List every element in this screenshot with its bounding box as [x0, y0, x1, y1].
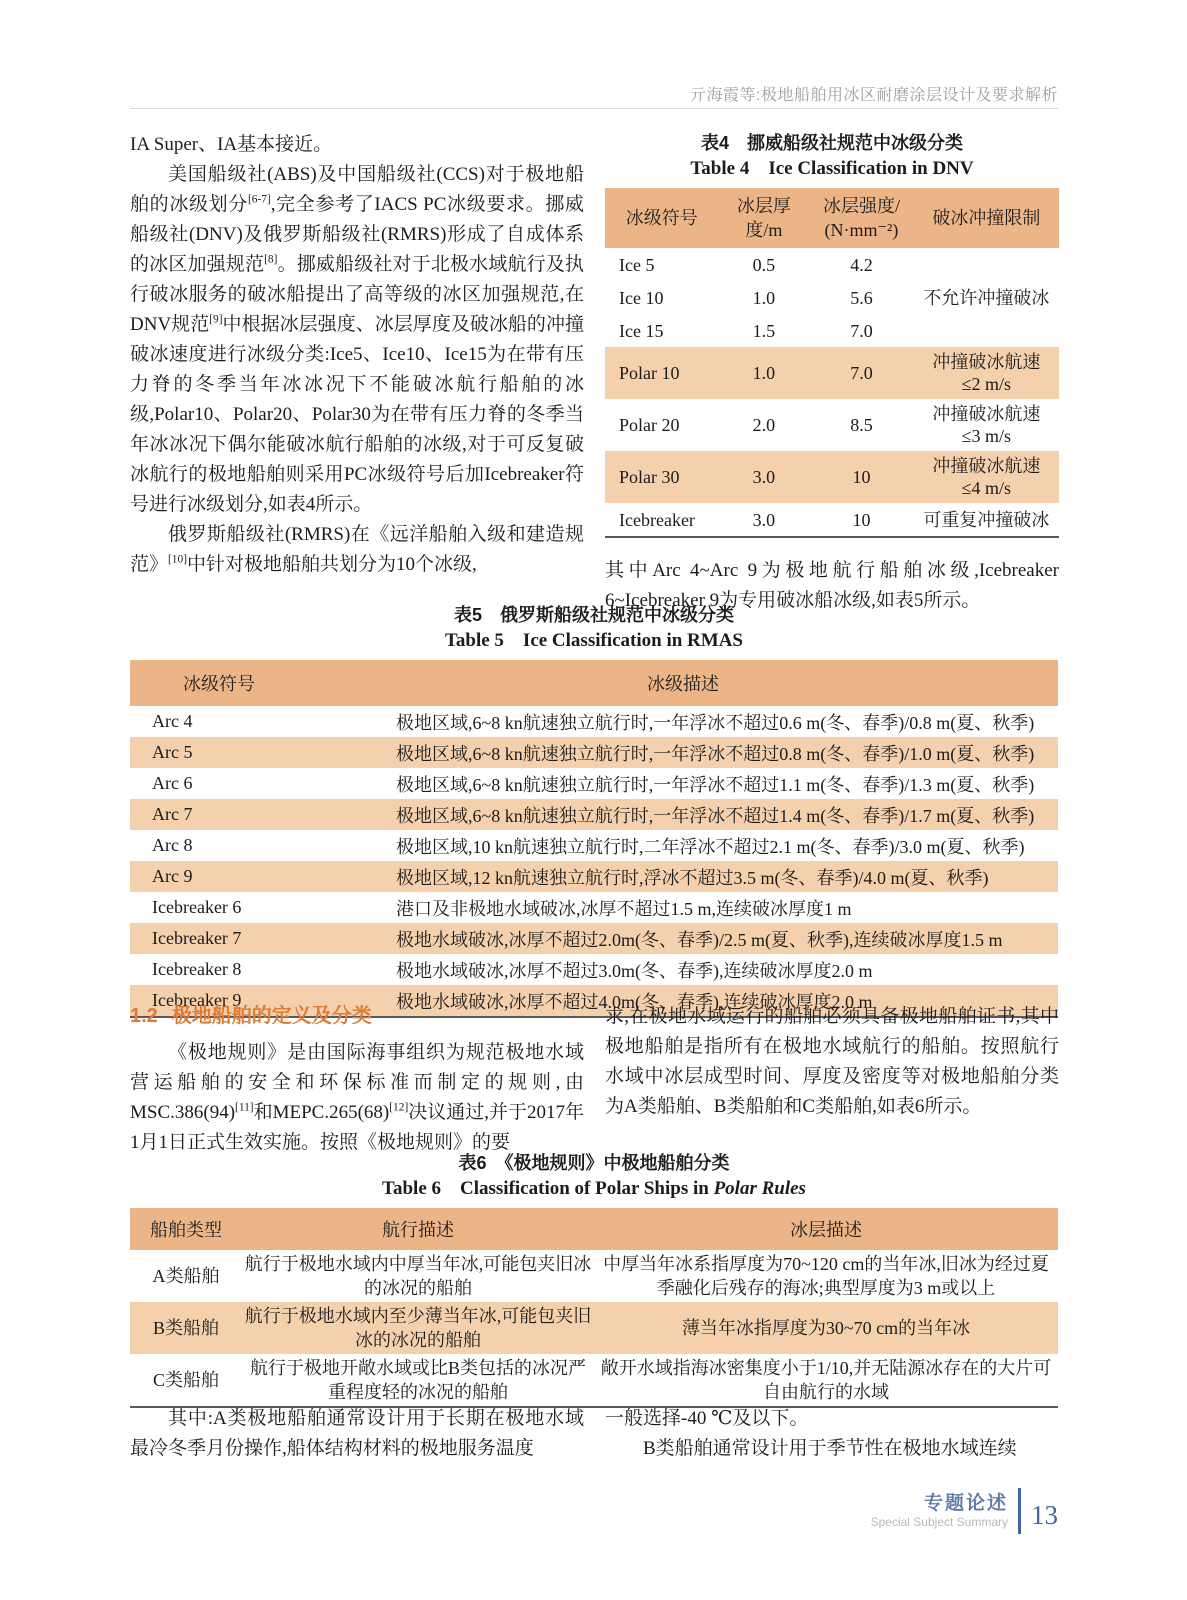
- table-row: [605, 347, 1059, 399]
- table-cell: 极地水域破冰,冰厚不超过3.0m(冬、春季),连续破冰厚度2.0 m: [396, 960, 873, 981]
- footer-section-en: Special Subject Summary: [870, 1514, 1008, 1529]
- table-row: [605, 248, 1059, 281]
- table-cell: 极地区域,6~8 kn航速独立航行时,一年浮冰不超过1.4 m(冬、春季)/1.7 m(夏、秋季): [308, 799, 1058, 830]
- cell-line: 冲撞破冰航速: [932, 404, 1041, 424]
- table-cell: Polar 30: [605, 451, 719, 503]
- page-footer: [130, 1488, 1058, 1534]
- cell-line: 可重复冲撞破冰: [923, 509, 1050, 530]
- reference-marker: [9]: [209, 313, 223, 326]
- table5-caption-zh: 表5 俄罗斯船级社规范中冰级分类: [453, 605, 734, 625]
- table-cell: Icebreaker 9: [130, 985, 308, 1017]
- section-heading: [130, 1002, 584, 1030]
- header-line: 冰层厚度/m: [736, 196, 791, 240]
- table-row: [605, 399, 1059, 451]
- table-cell: 10: [809, 451, 913, 503]
- table-row: [605, 188, 1059, 248]
- table-cell: 敞开水域指海冰密集度小于1/10,并无陆源冰存在的大片可自由航行的水域: [600, 1358, 1052, 1402]
- table-row: [130, 892, 1058, 923]
- left-column: [130, 1002, 584, 1158]
- body-paragraphs: [130, 130, 584, 580]
- paragraph: 《极地规则》是由国际海事组织为规范极地水域营运船舶的安全和环保标准而制定的规则,由MSC.386(94)[11]和MEPC.265(68)[12]决议通过,并于2017年1月1日正式生效实施。按照《极地规则》的要: [130, 1042, 585, 1153]
- table-row: [130, 799, 1058, 830]
- column-header: [719, 188, 810, 248]
- bottom-section: [130, 1404, 1058, 1464]
- table-cell: 4.2: [850, 254, 873, 275]
- table-cell: Icebreaker 6: [152, 897, 242, 917]
- table-cell: 2.0: [752, 415, 776, 435]
- cell-line: ≤3 m/s: [961, 426, 1012, 446]
- table-cell: 1.0: [752, 287, 776, 308]
- table-row: [130, 737, 1058, 768]
- column-header: 船舶类型: [130, 1208, 242, 1250]
- table6-caption: [130, 1150, 1058, 1202]
- reference-marker: [12]: [389, 1101, 409, 1114]
- table-cell: Polar 10: [605, 347, 719, 399]
- table-cell: 航行于极地水域内中厚当年冰,可能包夹旧冰的冰况的船舶: [244, 1254, 592, 1298]
- section-title: 极地船舶的定义及分类: [171, 1005, 372, 1027]
- right-column: [605, 1404, 1059, 1464]
- header-line: 破冰冲撞限制: [932, 208, 1041, 228]
- table5: [130, 660, 1058, 1018]
- table-cell: 3.0: [752, 509, 776, 530]
- column-header: 冰层描述: [594, 1208, 1058, 1250]
- table-cell: 航行于极地开敞水域或比B类包括的冰况严重程度轻的冰况的船舶: [249, 1358, 586, 1402]
- paragraph: B类船舶通常设计用于季节性在极地水域连续: [643, 1438, 1017, 1459]
- column-header: 航行描述: [242, 1208, 594, 1250]
- table5-caption-en: Table 5 Ice Classification in RMAS: [444, 630, 744, 651]
- table-row: [130, 923, 1058, 954]
- table-cell: Arc 5: [130, 737, 308, 768]
- table-row: [130, 954, 1058, 985]
- table-cell: B类船舶: [130, 1302, 242, 1354]
- table-row: [130, 1250, 1058, 1302]
- table-row: [605, 451, 1059, 503]
- table-cell: Ice 10: [619, 287, 664, 308]
- table-cell: 3.0: [719, 451, 810, 503]
- left-column: [130, 130, 584, 616]
- paragraph: 一般选择-40 ℃及以下。: [605, 1408, 809, 1429]
- reference-marker: [11]: [235, 1101, 254, 1114]
- table6-caption-zh: 表6 《极地规则》中极地船舶分类: [458, 1153, 730, 1173]
- column-header: 冰级符号: [130, 660, 308, 706]
- reference-marker: [10]: [168, 553, 187, 566]
- table-cell: 港口及非极地水域破冰,冰厚不超过1.5 m,连续破冰厚度1 m: [396, 898, 852, 919]
- table-row: [130, 768, 1058, 799]
- table-cell: [914, 451, 1059, 503]
- table6: [130, 1208, 1058, 1408]
- cell-line: 冲撞破冰航速: [932, 352, 1041, 372]
- paragraph-after-table4: 其中Arc 4~Arc 9为极地航行船舶冰级,Icebreaker 6~Icebreaker 9为专用破冰船冰级,如表5所示。: [605, 560, 1059, 611]
- table-row: [130, 861, 1058, 892]
- table-cell: Arc 8: [152, 835, 193, 855]
- table-row: [605, 503, 1059, 537]
- cell-line: ≤4 m/s: [961, 478, 1012, 498]
- header-line: (N·mm⁻²): [824, 220, 899, 240]
- table-cell: 1.0: [719, 347, 810, 399]
- table-cell: 0.5: [752, 254, 776, 275]
- paragraph: 美国船级社(ABS)及中国船级社(CCS)对于极地船舶的冰级划分[6-7],完全参考了IACS PC冰级要求。挪威船级社(DNV)及俄罗斯船级社(RMRS)形成了自成体系的冰区加强规范[8]。挪威船级社对于北极水域航行及执行破冰服务的破冰船提出了高等级的冰区加强规范,在DNV规范[9]中根据冰层强度、冰层厚度及破冰船的冲撞破冰速度进行冰级分类:Ice5、Ice10、Ice15为在带有压力脊的冬季当年冰冰况下不能破冰航行船舶的冰级,Polar10、Polar20、Polar30为在带有压力脊的冬季当年冰冰况下偶尔能破冰航行船舶的冰级,对于可反复破冰航行的极地船舶则采用PC冰级符号后加Icebreaker符号进行冰级划分,如表4所示。: [130, 164, 584, 515]
- reference-marker: [8]: [264, 253, 278, 266]
- layout-element: [130, 1250, 1058, 1407]
- table5-block: [130, 602, 1058, 1018]
- table-cell: 10: [852, 509, 871, 530]
- page-number: 13: [1031, 1499, 1058, 1530]
- section-1-2: [130, 1002, 1058, 1158]
- cell-line: 不允许冲撞破冰: [923, 287, 1050, 308]
- top-section: [130, 130, 1058, 616]
- table5-head: [130, 660, 1058, 706]
- column-header: 冰级描述: [308, 660, 1058, 706]
- table4-caption-zh: 表4 挪威船级社规范中冰级分类: [700, 133, 963, 153]
- table-row: [130, 706, 1058, 737]
- reference-marker: [6-7]: [247, 193, 271, 206]
- column-header: [914, 188, 1059, 248]
- table-cell: A类船舶: [152, 1266, 220, 1286]
- table-cell: 5.6: [850, 287, 873, 308]
- footer-divider-bar: [1018, 1488, 1021, 1534]
- table-cell: [914, 248, 1059, 347]
- table-cell: Arc 6: [152, 773, 193, 793]
- table-cell: C类船舶: [152, 1370, 219, 1390]
- table-cell: 极地区域,6~8 kn航速独立航行时,一年浮冰不超过1.1 m(冬、春季)/1.3 m(夏、秋季): [396, 774, 1035, 795]
- layout-element: Table 6 Classification of Polar Ships in: [382, 1178, 714, 1199]
- right-column: [605, 130, 1059, 616]
- table-cell: Arc 9: [130, 861, 308, 892]
- table-cell: 8.5: [850, 415, 873, 435]
- paragraph: 俄罗斯船级社(RMRS)在《远洋船舶入级和建造规范》[10]中针对极地船舶共划分为10个冰级,: [130, 524, 584, 575]
- table-cell: 薄当年冰指厚度为30~70 cm的当年冰: [594, 1302, 1058, 1354]
- table-cell: Icebreaker: [619, 509, 695, 530]
- table-cell: 中厚当年冰系指厚度为70~120 cm的当年冰,旧冰为经过夏季融化后残存的海冰;典型厚度为3 m或以上: [603, 1254, 1049, 1298]
- table-cell: 极地水域破冰,冰厚不超过4.0m(冬、春季),连续破冰厚度2.0 m: [308, 985, 1058, 1017]
- table-cell: Ice 5: [619, 254, 655, 275]
- layout-element: [605, 248, 1059, 537]
- table-cell: 7.0: [809, 347, 913, 399]
- header-line: 冰层强度/: [822, 196, 900, 216]
- cell-line: ≤2 m/s: [961, 374, 1012, 394]
- footer-section-zh: 专题论述: [923, 1492, 1008, 1514]
- paragraph: 其中:A类极地船舶通常设计用于长期在极地水域最冷冬季月份操作,船体结构材料的极地服务温度: [130, 1408, 584, 1459]
- paragraph: IA Super、IA基本接近。: [130, 134, 333, 155]
- table-row: [130, 830, 1058, 861]
- table-cell: [914, 503, 1059, 537]
- table-cell: 极地水域破冰,冰厚不超过2.0m(冬、春季)/2.5 m(夏、秋季),连续破冰厚度1.5 m: [308, 923, 1058, 954]
- table-cell: 7.0: [850, 320, 873, 341]
- header-line: 冰级符号: [625, 208, 698, 228]
- table-row: [130, 1354, 1058, 1407]
- table-cell: Icebreaker 8: [152, 959, 242, 979]
- table6-caption-en: [130, 1176, 1058, 1202]
- table5-caption: [130, 602, 1058, 654]
- header-rule: [130, 108, 1058, 109]
- layout-element: [130, 706, 1058, 1017]
- table-row: [130, 660, 1058, 706]
- table-cell: 1.5: [752, 320, 776, 341]
- column-header: [809, 188, 913, 248]
- table-cell: Arc 4: [152, 711, 193, 731]
- table-cell: [914, 347, 1059, 399]
- table4-head: [605, 188, 1059, 248]
- table-cell: 极地区域,6~8 kn航速独立航行时,一年浮冰不超过0.6 m(冬、春季)/0.8 m(夏、秋季): [396, 712, 1035, 733]
- paragraph: 求,在极地水域运行的船舶必须具备极地船舶证书,其中极地船舶是指所有在极地水域航行的船舶。按照航行水域中冰层成型时间、厚度及密度等对极地船舶分类为A类船舶、B类船舶和C类船舶,如表6所示。: [605, 1006, 1059, 1117]
- section-number: 1.2: [130, 1005, 158, 1027]
- table-cell: 极地区域,12 kn航速独立航行时,浮冰不超过3.5 m(冬、春季)/4.0 m(夏、秋季): [308, 861, 1058, 892]
- footer-section-labels: [871, 1493, 1008, 1530]
- table6-block: [130, 1150, 1058, 1408]
- table-cell: 极地区域,6~8 kn航速独立航行时,一年浮冰不超过0.8 m(冬、春季)/1.0 m(夏、秋季): [308, 737, 1058, 768]
- right-column: [605, 1002, 1059, 1158]
- table-cell: Arc 7: [130, 799, 308, 830]
- table-cell: [914, 399, 1059, 451]
- table-cell: Ice 15: [619, 320, 664, 341]
- table6-head: [130, 1208, 1058, 1250]
- table-cell: Icebreaker 7: [130, 923, 308, 954]
- table-cell: 极地区域,10 kn航速独立航行时,二年浮冰不超过2.1 m(冬、春季)/3.0 m(夏、秋季): [396, 836, 1025, 857]
- table6-caption-italic: Polar Rules: [713, 1178, 806, 1199]
- table4: [605, 188, 1059, 538]
- table-row: [130, 1302, 1058, 1354]
- table-cell: Polar 20: [619, 415, 680, 435]
- running-head: 亓海霞等:极地船舶用冰区耐磨涂层设计及要求解析: [690, 87, 1058, 104]
- left-column: [130, 1404, 584, 1464]
- table-row: [130, 1208, 1058, 1250]
- table-cell: 航行于极地水域内至少薄当年冰,可能包夹旧冰的冰况的船舶: [242, 1302, 594, 1354]
- cell-line: 冲撞破冰航速: [932, 456, 1041, 476]
- column-header: [605, 188, 719, 248]
- table4-caption-en: Table 4 Ice Classification in DNV: [690, 158, 974, 179]
- table4-caption: [605, 130, 1059, 182]
